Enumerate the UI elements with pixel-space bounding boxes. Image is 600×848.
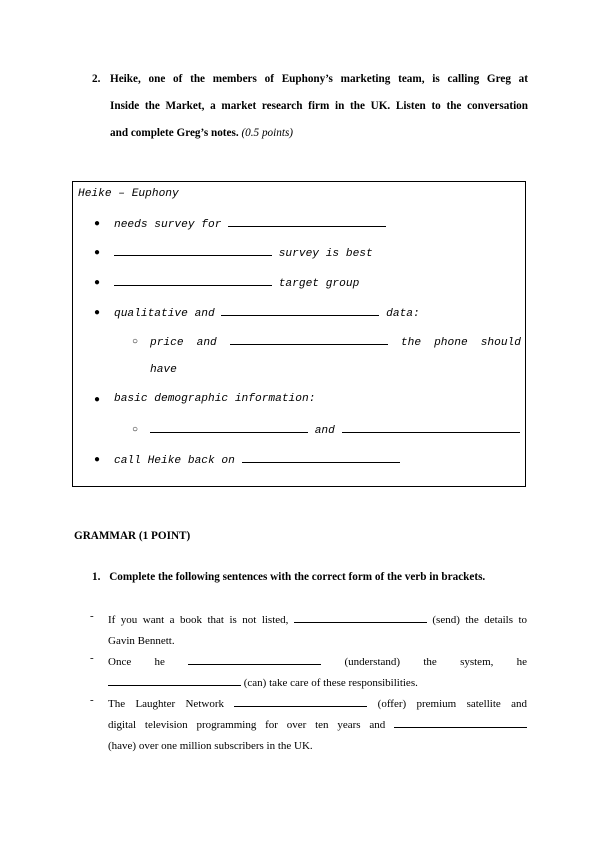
notes-header: Heike – Euphony [78, 188, 179, 200]
bullet-icon: ● [94, 278, 101, 289]
sentence-text: The Laughter Network [108, 698, 224, 710]
answer-blank[interactable] [221, 306, 379, 316]
sentence-text: If you want a book that is not listed, [108, 614, 289, 626]
answer-blank[interactable] [394, 717, 527, 728]
sub-bullet-icon: ○ [132, 337, 139, 348]
note-call-back [114, 453, 400, 467]
answer-blank[interactable] [108, 675, 241, 686]
note-text: price and [150, 337, 217, 349]
sentence-text: digital television programming for over ten years and [108, 719, 386, 731]
sentence-text: (send) the details to [432, 614, 528, 626]
question-2-line-2: Inside the Market, a market research firm in the UK. Listen to the conversation [110, 100, 528, 112]
answer-blank[interactable] [230, 335, 388, 345]
answer-blank[interactable] [188, 654, 321, 665]
note-text: and [314, 425, 335, 437]
greg-notes-box [72, 181, 526, 487]
sentence-3-line-2 [108, 715, 527, 736]
answer-blank[interactable] [342, 423, 520, 433]
question-text: Complete the following sentences with the correct form of the verb in brackets. [109, 571, 486, 583]
sentence-text: (offer) premium satellite and [377, 698, 528, 710]
note-text: the phone should [400, 337, 521, 349]
note-target-group [114, 276, 359, 290]
sentence-2-line-1 [108, 652, 527, 673]
note-text: target group [278, 278, 360, 290]
points-label: (0.5 points) [241, 127, 294, 139]
note-qualitative [114, 306, 420, 320]
dash-marker: - [90, 652, 94, 664]
bullet-icon: ● [94, 395, 101, 406]
sentence-1-line-2: Gavin Bennett. [108, 635, 175, 647]
question-2-line-3 [110, 120, 528, 147]
answer-blank[interactable] [234, 696, 367, 707]
answer-blank[interactable] [114, 276, 272, 286]
answer-blank[interactable] [242, 453, 400, 463]
note-survey-best [114, 246, 373, 260]
note-price-continued: have [150, 364, 177, 376]
grammar-heading: GRAMMAR (1 POINT) [74, 530, 191, 542]
sentence-3-line-1 [108, 694, 527, 715]
sentence-text: he [154, 656, 165, 668]
note-text: data: [386, 308, 420, 320]
note-demographic: basic demographic information: [114, 393, 316, 405]
sentence-text: Once [108, 656, 132, 668]
question-number: 2. [92, 73, 101, 85]
note-text: call Heike back on [114, 455, 235, 467]
note-price [150, 335, 521, 349]
sentence-text: system, [460, 656, 494, 668]
bullet-icon: ● [94, 219, 101, 230]
note-text: survey is best [278, 248, 373, 260]
sentence-3-line-3: (have) over one million subscribers in the UK. [108, 740, 313, 752]
sentence-2-line-2 [108, 673, 527, 694]
question-2-text: and complete Greg’s notes. [110, 127, 239, 139]
answer-blank[interactable] [294, 612, 427, 623]
sentence-text: (can) take care of these responsibilities. [243, 677, 418, 689]
question-number: 1. [92, 571, 101, 583]
sentence-1-line-1 [108, 610, 527, 631]
note-demographic-items [150, 423, 520, 437]
sentence-text: he [516, 656, 528, 668]
bullet-icon: ● [94, 308, 101, 319]
question-2-line-1: Heike, one of the members of Euphony’s marketing team, is calling Greg at [110, 73, 528, 85]
answer-blank[interactable] [150, 423, 308, 433]
sentence-text: the [423, 656, 437, 668]
grammar-question-1 [92, 571, 485, 583]
answer-blank[interactable] [228, 217, 386, 227]
dash-marker: - [90, 610, 94, 622]
bullet-icon: ● [94, 455, 101, 466]
note-text: needs survey for [114, 219, 222, 231]
note-text: qualitative and [114, 308, 215, 320]
sub-bullet-icon: ○ [132, 425, 139, 436]
bullet-icon: ● [94, 248, 101, 259]
sentence-text: (understand) [344, 656, 401, 668]
dash-marker: - [90, 694, 94, 706]
answer-blank[interactable] [114, 246, 272, 256]
note-survey-for [114, 217, 386, 231]
